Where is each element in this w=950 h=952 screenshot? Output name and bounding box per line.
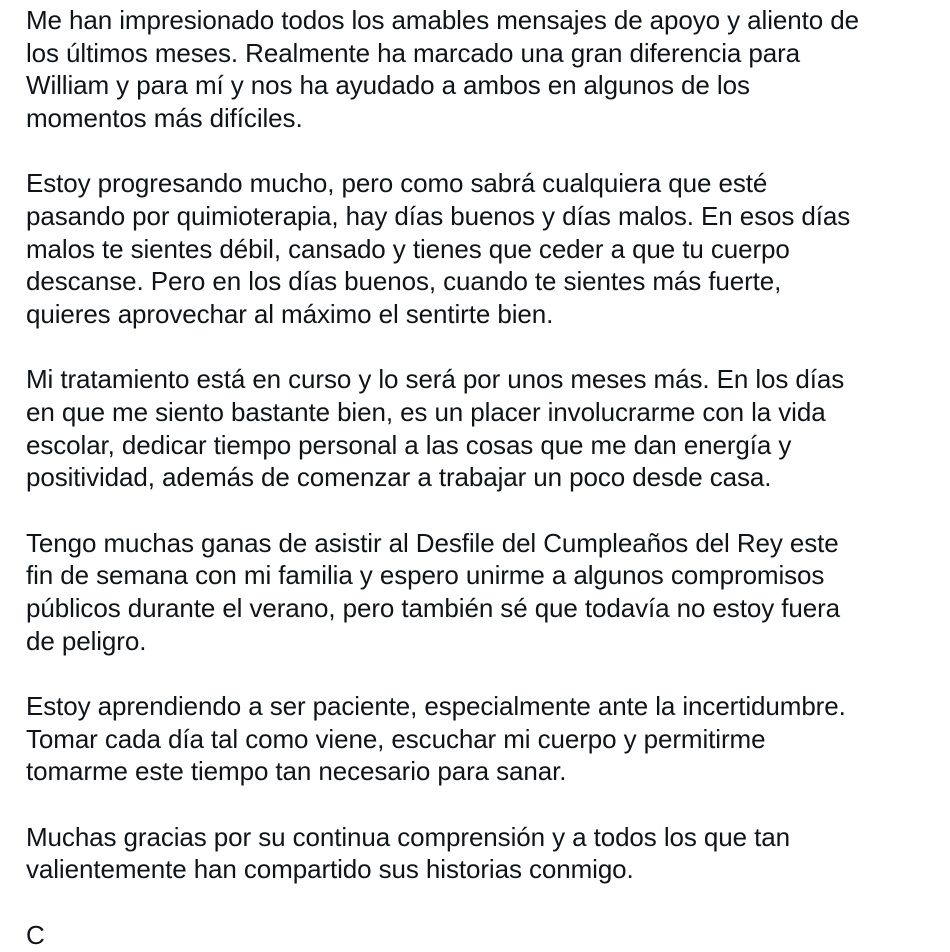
paragraph-1 xyxy=(26,4,941,134)
text-line: Muchas gracias por su continua comprensión y a todos los que tan xyxy=(26,821,790,852)
text-line: Estoy progresando mucho, pero como sabrá cualquiera que esté xyxy=(26,168,768,199)
text-line: públicos durante el verano, pero también sé que todavía no estoy fuera xyxy=(26,592,840,623)
text-line: Tomar cada día tal como viene, escuchar mi cuerpo y permitirme xyxy=(26,723,766,754)
text-line: fin de semana con mi familia y espero unirme a algunos compromisos xyxy=(26,560,825,591)
text-line: los últimos meses. Realmente ha marcado una gran diferencia para xyxy=(26,37,801,68)
text-line: malos te sientes débil, cansado y tienes que ceder a que tu cuerpo xyxy=(26,233,790,264)
text-line: William y para mí y nos ha ayudado a ambos en algunos de los xyxy=(26,70,750,101)
text-line: positividad, además de comenzar a trabajar un poco desde casa. xyxy=(26,462,772,493)
text-line: tomarme este tiempo tan necesario para sanar. xyxy=(26,756,567,787)
paragraph-2 xyxy=(26,167,941,330)
text-line: de peligro. xyxy=(26,625,147,656)
text-line: Me han impresionado todos los amables mensajes de apoyo y aliento de xyxy=(26,5,859,35)
paragraph-6 xyxy=(26,821,941,886)
text-line: en que me siento bastante bien, es un placer involucrarme con la vida xyxy=(26,396,826,427)
text-line: descanse. Pero en los días buenos, cuando te sientes más fuerte, xyxy=(26,266,782,297)
text-line: escolar, dedicar tiempo personal a las cosas que me dan energía y xyxy=(26,429,792,460)
message-body xyxy=(26,4,941,952)
paragraph-4 xyxy=(26,527,941,657)
paragraph-3 xyxy=(26,363,941,493)
text-line: quieres aprovechar al máximo el sentirte bien. xyxy=(26,298,554,329)
text-line: Mi tratamiento está en curso y lo será por unos meses más. En los días xyxy=(26,364,845,395)
text-line: Estoy aprendiendo a ser paciente, especialmente ante la incertidumbre. xyxy=(26,691,846,722)
signature: C xyxy=(26,920,45,951)
text-line: valientemente han compartido sus historias conmigo. xyxy=(26,854,634,885)
text-line: pasando por quimioterapia, hay días buenos y días malos. En esos días xyxy=(26,200,851,231)
text-line: Tengo muchas ganas de asistir al Desfile del Cumpleaños del Rey este xyxy=(26,527,839,558)
text-line: momentos más difíciles. xyxy=(26,102,303,133)
paragraph-5 xyxy=(26,690,941,788)
